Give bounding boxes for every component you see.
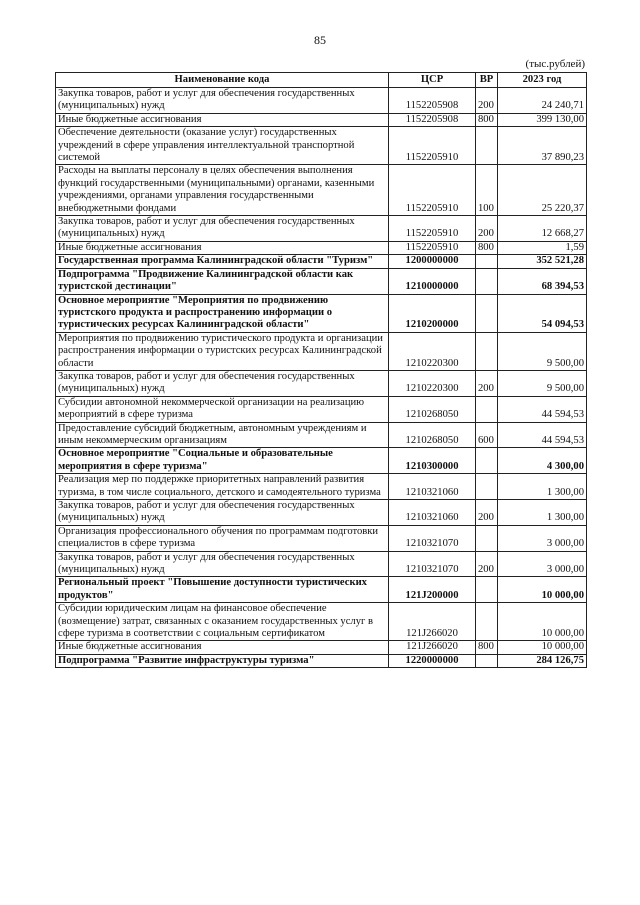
row-csr-cell: 1210321060 <box>389 474 476 500</box>
table-row <box>56 165 587 216</box>
row-name-cell: Основное мероприятие "Мероприятия по продвижению туристского продукта и распространению информации о туристических ресурсах Калининградской области" <box>56 294 389 332</box>
row-amount-cell: 54 094,53 <box>498 294 587 332</box>
page-number: 85 <box>314 33 326 47</box>
row-amount-cell: 1 300,00 <box>498 474 587 500</box>
row-csr-cell: 1152205910 <box>389 216 476 242</box>
table-row <box>56 654 587 667</box>
row-csr-cell: 1152205908 <box>389 113 476 126</box>
row-amount-cell: 399 130,00 <box>498 113 587 126</box>
row-name-cell: Субсидии автономной некоммерческой организации на реализацию мероприятий в сфере туризма <box>56 396 389 422</box>
row-csr-cell: 1220000000 <box>389 654 476 667</box>
row-vr-cell: 200 <box>476 370 498 396</box>
row-amount-cell: 10 000,00 <box>498 603 587 641</box>
row-amount-cell: 44 594,53 <box>498 396 587 422</box>
row-name-cell: Подпрограмма "Продвижение Калининградской области как туристской дестинации" <box>56 268 389 294</box>
row-csr-cell: 1210268050 <box>389 396 476 422</box>
row-amount-cell: 3 000,00 <box>498 525 587 551</box>
row-csr-cell: 1152205910 <box>389 165 476 216</box>
row-vr-cell: 800 <box>476 641 498 654</box>
row-amount-cell: 3 000,00 <box>498 551 587 577</box>
table-row <box>56 525 587 551</box>
table-row <box>56 448 587 474</box>
row-csr-cell: 1152205910 <box>389 127 476 165</box>
table-row <box>56 113 587 126</box>
row-vr-cell <box>476 127 498 165</box>
table-row <box>56 294 587 332</box>
row-vr-cell: 800 <box>476 241 498 254</box>
row-name-cell: Подпрограмма "Развитие инфраструктуры туризма" <box>56 654 389 667</box>
row-name-cell: Основное мероприятие "Социальные и образовательные мероприятия в сфере туризма" <box>56 448 389 474</box>
row-amount-cell: 1 300,00 <box>498 500 587 526</box>
row-amount-cell: 10 000,00 <box>498 577 587 603</box>
table-row <box>56 603 587 641</box>
row-name-cell: Иные бюджетные ассигнования <box>56 113 389 126</box>
table-row <box>56 396 587 422</box>
row-vr-cell <box>476 255 498 268</box>
row-name-cell: Иные бюджетные ассигнования <box>56 241 389 254</box>
row-csr-cell: 1152205908 <box>389 88 476 114</box>
table-row <box>56 422 587 448</box>
row-csr-cell: 1210000000 <box>389 268 476 294</box>
row-amount-cell: 352 521,28 <box>498 255 587 268</box>
row-vr-cell: 800 <box>476 113 498 126</box>
table-header-row <box>56 73 587 88</box>
row-amount-cell: 9 500,00 <box>498 370 587 396</box>
header-year: 2023 год <box>498 73 587 88</box>
table-row <box>56 241 587 254</box>
row-csr-cell: 121J266020 <box>389 603 476 641</box>
row-amount-cell: 24 240,71 <box>498 88 587 114</box>
table-row <box>56 88 587 114</box>
row-vr-cell: 100 <box>476 165 498 216</box>
row-amount-cell: 284 126,75 <box>498 654 587 667</box>
row-name-cell: Мероприятия по продвижению туристического продукта и организации распространения информации о туристских ресурсах Калининградской области <box>56 332 389 370</box>
table-row <box>56 332 587 370</box>
row-amount-cell: 37 890,23 <box>498 127 587 165</box>
row-amount-cell: 25 220,37 <box>498 165 587 216</box>
row-csr-cell: 1210200000 <box>389 294 476 332</box>
row-csr-cell: 1210220300 <box>389 332 476 370</box>
row-amount-cell: 9 500,00 <box>498 332 587 370</box>
row-vr-cell <box>476 577 498 603</box>
row-amount-cell: 10 000,00 <box>498 641 587 654</box>
table-row <box>56 127 587 165</box>
row-amount-cell: 1,59 <box>498 241 587 254</box>
table-row <box>56 255 587 268</box>
row-vr-cell <box>476 474 498 500</box>
row-name-cell: Региональный проект "Повышение доступности туристических продуктов" <box>56 577 389 603</box>
row-vr-cell: 200 <box>476 216 498 242</box>
row-amount-cell: 68 394,53 <box>498 268 587 294</box>
row-vr-cell <box>476 396 498 422</box>
row-vr-cell <box>476 332 498 370</box>
row-name-cell: Закупка товаров, работ и услуг для обеспечения государственных (муниципальных) нужд <box>56 551 389 577</box>
row-csr-cell: 121J266020 <box>389 641 476 654</box>
row-name-cell: Реализация мер по поддержке приоритетных направлений развития туризма, в том числе социального, детского и самодеятельного туризма <box>56 474 389 500</box>
row-name-cell: Расходы на выплаты персоналу в целях обеспечения выполнения функций государственными (муниципальными) органами, казенными учреждениями, органами управления государственными внебюджетными фондами <box>56 165 389 216</box>
header-name: Наименование кода <box>56 73 389 88</box>
row-vr-cell: 600 <box>476 422 498 448</box>
row-name-cell: Закупка товаров, работ и услуг для обеспечения государственных (муниципальных) нужд <box>56 370 389 396</box>
row-vr-cell: 200 <box>476 551 498 577</box>
row-amount-cell: 4 300,00 <box>498 448 587 474</box>
row-vr-cell: 200 <box>476 500 498 526</box>
row-csr-cell: 1210321070 <box>389 525 476 551</box>
row-vr-cell <box>476 525 498 551</box>
table-row <box>56 500 587 526</box>
table-row <box>56 216 587 242</box>
row-csr-cell: 1152205910 <box>389 241 476 254</box>
row-vr-cell <box>476 654 498 667</box>
units-note: (тыс.рублей) <box>525 58 585 70</box>
row-vr-cell <box>476 294 498 332</box>
row-csr-cell: 1210220300 <box>389 370 476 396</box>
table-row <box>56 641 587 654</box>
table-row <box>56 268 587 294</box>
row-csr-cell: 1210268050 <box>389 422 476 448</box>
row-vr-cell <box>476 268 498 294</box>
row-name-cell: Закупка товаров, работ и услуг для обеспечения государственных (муниципальных) нужд <box>56 216 389 242</box>
row-name-cell: Государственная программа Калининградской области "Туризм" <box>56 255 389 268</box>
row-vr-cell: 200 <box>476 88 498 114</box>
table-body <box>56 88 587 668</box>
header-csr: ЦСР <box>389 73 476 88</box>
row-amount-cell: 44 594,53 <box>498 422 587 448</box>
table-row <box>56 370 587 396</box>
row-csr-cell: 1210321070 <box>389 551 476 577</box>
row-csr-cell: 1210321060 <box>389 500 476 526</box>
table-row <box>56 577 587 603</box>
row-csr-cell: 121J200000 <box>389 577 476 603</box>
row-name-cell: Закупка товаров, работ и услуг для обеспечения государственных (муниципальных) нужд <box>56 88 389 114</box>
row-name-cell: Предоставление субсидий бюджетным, автономным учреждениям и иным некоммерческим организациям <box>56 422 389 448</box>
row-vr-cell <box>476 448 498 474</box>
budget-table <box>55 72 587 668</box>
row-name-cell: Субсидии юридическим лицам на финансовое обеспечение (возмещение) затрат, связанных с оказанием государственных услуг в сфере туризма в соответствии с социальным сертификатом <box>56 603 389 641</box>
header-vr: ВР <box>476 73 498 88</box>
row-amount-cell: 12 668,27 <box>498 216 587 242</box>
row-csr-cell: 1200000000 <box>389 255 476 268</box>
row-name-cell: Закупка товаров, работ и услуг для обеспечения государственных (муниципальных) нужд <box>56 500 389 526</box>
table-row <box>56 474 587 500</box>
row-name-cell: Обеспечение деятельности (оказание услуг) государственных учреждений в сфере управления интеллектуальной транспортной системой <box>56 127 389 165</box>
row-name-cell: Организация профессионального обучения по программам подготовки специалистов в сфере туризма <box>56 525 389 551</box>
row-csr-cell: 1210300000 <box>389 448 476 474</box>
table-row <box>56 551 587 577</box>
row-name-cell: Иные бюджетные ассигнования <box>56 641 389 654</box>
row-vr-cell <box>476 603 498 641</box>
